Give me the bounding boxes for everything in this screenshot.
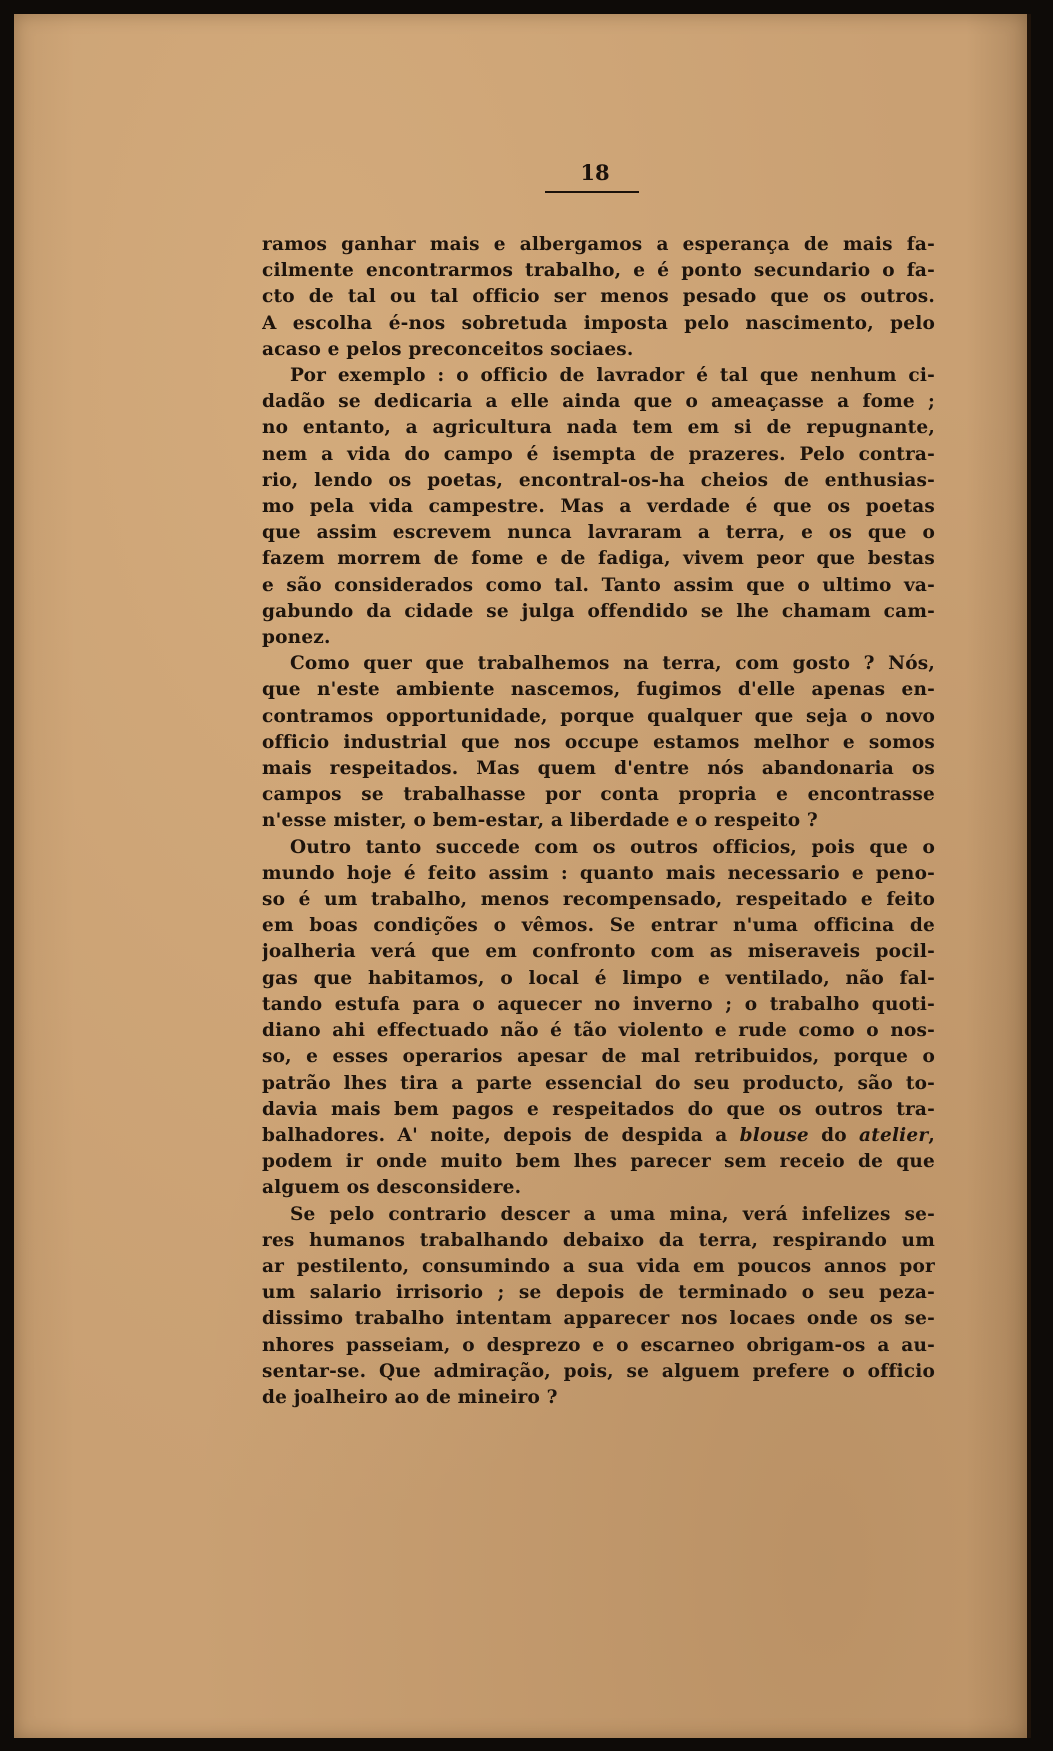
- text-line: so é um trabalho, menos recompensado, respeitado e feito: [262, 889, 935, 911]
- text-line: nem a vida do campo é isempta de prazeres. Pelo contra-: [262, 443, 935, 465]
- text-line: mundo hoje é feito assim : quanto mais necessario e peno-: [262, 862, 935, 884]
- text-line: [262, 1123, 935, 1149]
- text-line: podem ir onde muito bem lhes parecer sem receio de que: [262, 1151, 935, 1173]
- text-line: e são considerados como tal. Tanto assim que o ultimo va-: [262, 574, 935, 596]
- text-line: acaso e pelos preconceitos sociaes.: [262, 338, 634, 360]
- text-line: ponez.: [262, 627, 331, 649]
- text-line: rio, lendo os poetas, encontral-os-ha cheios de enthusias-: [262, 469, 935, 491]
- body-text: [262, 232, 935, 1411]
- text-line: Como quer que trabalhemos na terra, com gosto ? Nós,: [290, 653, 935, 675]
- italic-word: atelier: [859, 1124, 929, 1146]
- text-line: Por exemplo : o officio de lavrador é tal que nenhum ci-: [290, 365, 935, 387]
- text-segment: balhadores. A' noite, depois de despida a: [262, 1124, 740, 1146]
- text-line: que n'este ambiente nascemos, fugimos d'elle apenas en-: [262, 679, 935, 701]
- text-line: mais respeitados. Mas quem d'entre nós abandonaria os: [262, 758, 935, 780]
- text-line: sentar-se. Que admiração, pois, se alguem prefere o officio: [262, 1360, 935, 1382]
- text-line: cto de tal ou tal officio ser menos pesado que os outros.: [262, 286, 935, 308]
- text-segment: do: [808, 1124, 860, 1146]
- text-line: gabundo da cidade se julga offendido se lhe chamam cam-: [262, 600, 935, 622]
- text-line: patrão lhes tira a parte essencial do seu producto, são to-: [262, 1072, 935, 1094]
- text-line: ramos ganhar mais e albergamos a esperança de mais fa-: [262, 234, 935, 255]
- italic-word: blouse: [739, 1124, 809, 1146]
- text-line: diano ahi effectuado não é tão violento e rude como o nos-: [262, 1020, 935, 1042]
- text-line: no entanto, a agricultura nada tem em si de repugnante,: [262, 417, 935, 439]
- text-line: gas que habitamos, o local é limpo e ventilado, não fal-: [262, 967, 935, 989]
- text-line: davia mais bem pagos e respeitados do que os outros tra-: [262, 1098, 935, 1120]
- page-number-rule: [545, 191, 639, 193]
- text-line: contramos opportunidade, porque qualquer que seja o novo: [262, 705, 935, 727]
- text-line: res humanos trabalhando debaixo da terra, respirando um: [262, 1229, 935, 1251]
- text-line: alguem os desconsidere.: [262, 1177, 522, 1199]
- text-line: nhores passeiam, o desprezo e o escarneo obrigam-os a au-: [262, 1334, 935, 1356]
- text-line: campos se trabalhasse por conta propria e encontrasse: [262, 784, 935, 806]
- text-line: mo pela vida campestre. Mas a verdade é que os poetas: [262, 496, 935, 518]
- text-line: dadão se dedicaria a elle ainda que o ameaçasse a fome ;: [262, 391, 935, 413]
- text-line: Se pelo contrario descer a uma mina, verá infelizes se-: [290, 1203, 935, 1225]
- text-line: dissimo trabalho intentam apparecer nos locaes onde os se-: [262, 1308, 935, 1330]
- page-number: 18: [580, 160, 610, 185]
- text-line: um salario irrisorio ; se depois de terminado o seu peza-: [262, 1282, 935, 1304]
- text-line: Outro tanto succede com os outros officios, pois que o: [290, 836, 935, 858]
- text-segment: ,: [928, 1124, 935, 1146]
- page-edge-shadow: [1027, 14, 1031, 1738]
- text-line: so, e esses operarios apesar de mal retribuidos, porque o: [262, 1046, 935, 1068]
- text-line: fazem morrem de fome e de fadiga, vivem peor que bestas: [262, 548, 935, 570]
- text-line: n'esse mister, o bem-estar, a liberdade e o respeito ?: [262, 810, 818, 832]
- text-line: tando estufa para o aquecer no inverno ; o trabalho quoti-: [262, 993, 935, 1015]
- text-line: de joalheiro ao de mineiro ?: [262, 1386, 558, 1408]
- text-line: A escolha é-nos sobretuda imposta pelo nascimento, pelo: [262, 312, 935, 334]
- text-line: joalheria verá que em confronto com as miseraveis pocil-: [262, 941, 935, 963]
- text-line: em boas condições o vêmos. Se entrar n'uma officina de: [262, 915, 935, 937]
- text-line: cilmente encontrarmos trabalho, e é ponto secundario o fa-: [262, 260, 935, 282]
- text-line: officio industrial que nos occupe estamos melhor e somos: [262, 731, 935, 753]
- text-line: que assim escrevem nunca lavraram a terra, e os que o: [262, 522, 935, 544]
- text-line: ar pestilento, consumindo a sua vida em poucos annos por: [262, 1255, 935, 1277]
